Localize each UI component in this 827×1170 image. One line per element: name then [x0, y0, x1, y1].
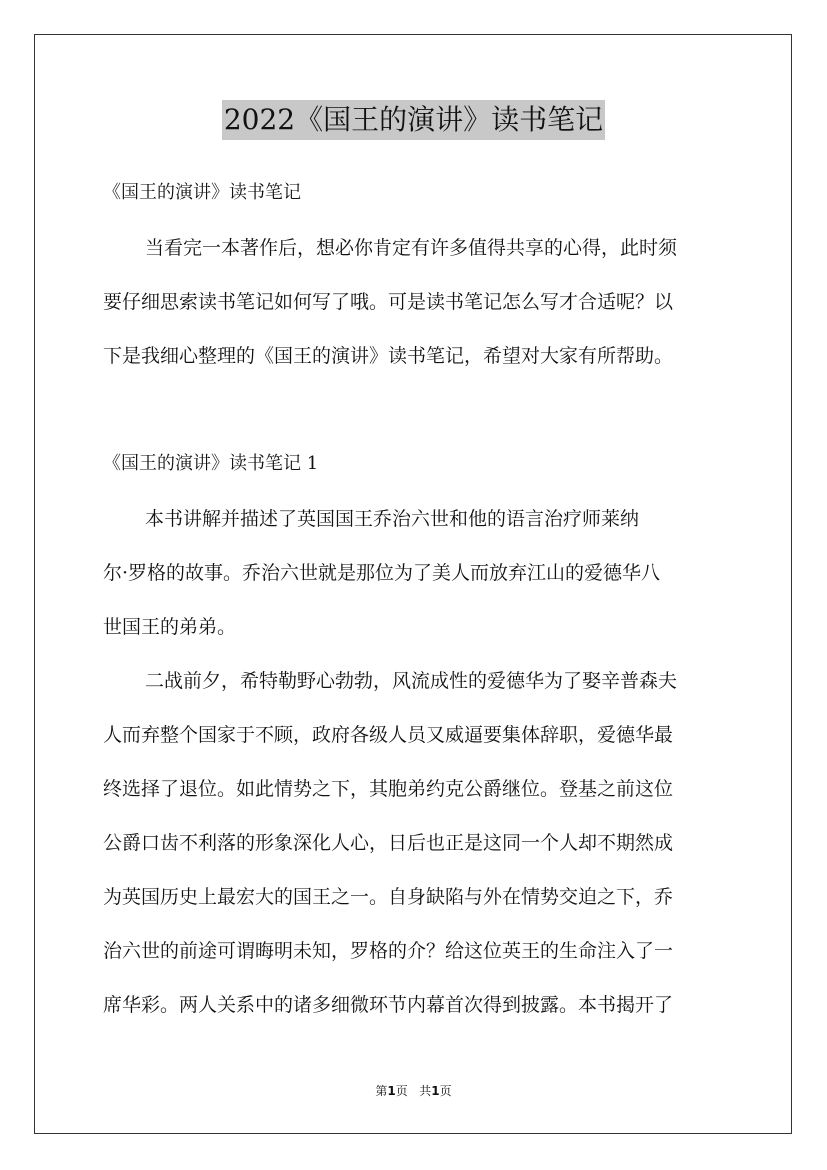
body-line: 席华彩。两人关系中的诸多细微环节内幕首次得到披露。本书揭开了 [103, 994, 674, 1016]
body-line: 为英国历史上最宏大的国王之一。自身缺陷与外在情势交迫之下，乔 [103, 886, 674, 908]
total-number: 1 [431, 1084, 440, 1098]
body-line: 治六世的前途可谓晦明未知，罗格的介？给这位英王的生命注入了一 [103, 940, 674, 962]
body-line: 终选择了退位。如此情势之下，其胞弟约克公爵继位。登基之前这位 [103, 778, 674, 800]
body-line: 二战前夕，希特勒野心勃勃，风流成性的爱德华为了娶辛普森夫 [145, 670, 678, 692]
section-heading: 《国王的演讲》读书笔记 1 [103, 453, 319, 474]
document-title: 2022《国王的演讲》读书笔记 [222, 100, 605, 140]
title-container [0, 100, 827, 140]
body-line: 本书讲解并描述了英国国王乔治六世和他的语言治疗师莱纳 [145, 508, 640, 530]
page-suffix: 页 [395, 1084, 408, 1098]
page-footer [0, 1083, 827, 1099]
page-prefix: 第 [375, 1084, 388, 1098]
body-line: 尔·罗格的故事。乔治六世就是那位为了美人而放弃江山的爱德华八 [103, 562, 661, 584]
intro-line: 要仔细思索读书笔记如何写了哦。可是读书笔记怎么写才合适呢？以 [103, 291, 674, 313]
total-prefix: 共 [419, 1084, 432, 1098]
intro-line: 当看完一本著作后，想必你肯定有许多值得共享的心得，此时须 [145, 237, 678, 259]
page-number: 1 [387, 1084, 396, 1098]
intro-line: 下是我细心整理的《国王的演讲》读书笔记，希望对大家有所帮助。 [103, 345, 674, 367]
total-suffix: 页 [439, 1084, 452, 1098]
body-line: 世国王的弟弟。 [103, 616, 237, 638]
body-line: 公爵口齿不利落的形象深化人心，日后也正是这同一个人却不期然成 [103, 832, 674, 854]
body-line: 人而弃整个国家于不顾，政府各级人员又威逼要集体辞职，爱德华最 [103, 724, 674, 746]
document-subtitle: 《国王的演讲》读书笔记 [103, 182, 301, 203]
